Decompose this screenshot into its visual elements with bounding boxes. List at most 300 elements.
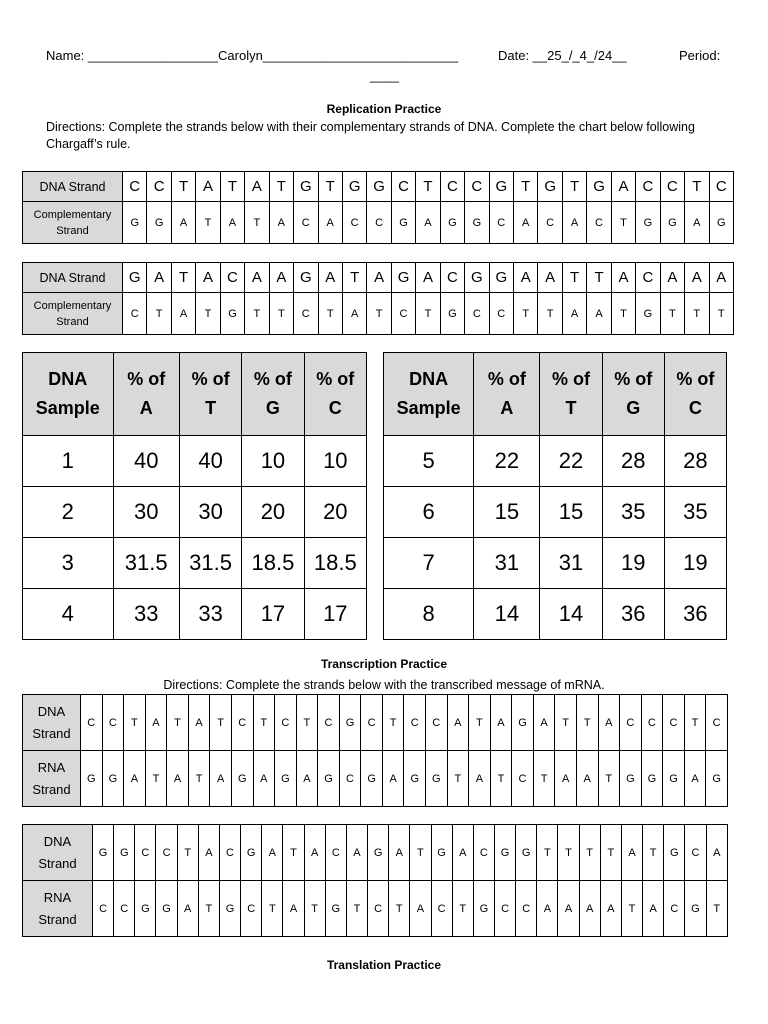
sample-number: 3 — [23, 538, 114, 589]
dna-base: C — [135, 825, 156, 881]
header-percent-t-line: T — [205, 398, 217, 418]
rna-base[interactable]: A — [684, 751, 706, 807]
percent-value[interactable]: 15 — [474, 487, 540, 538]
header-percent-g-line: G — [626, 398, 641, 418]
percent-value[interactable]: 31 — [474, 538, 540, 589]
rna-base[interactable]: G — [81, 751, 103, 807]
dna-base: C — [231, 695, 253, 751]
header-percent-g-line: % of — [614, 369, 653, 389]
percent-value[interactable]: 17 — [242, 589, 304, 640]
rna-base[interactable]: A — [296, 751, 318, 807]
dna-base: G — [114, 825, 135, 881]
complementary-strand-label-line: Strand — [56, 315, 89, 328]
sample-number: 2 — [23, 487, 114, 538]
dna-base: T — [318, 172, 342, 202]
complementary-base[interactable]: C — [489, 293, 513, 335]
rna-base[interactable]: G — [641, 751, 663, 807]
complementary-base[interactable]: G — [636, 202, 660, 244]
dna-base: A — [367, 263, 391, 293]
rna-base[interactable]: T — [706, 881, 727, 937]
replication-directions: Directions: Complete the strands below with their complementary strands of DNA. Complete the chart below following Chargaff’s rule. — [46, 120, 695, 151]
dna-base: G — [516, 825, 537, 881]
dna-base: C — [391, 172, 415, 202]
header-dna-sample-line: Sample — [396, 398, 461, 418]
dna-base: T — [579, 825, 600, 881]
dna-base: G — [241, 825, 262, 881]
rna-base[interactable]: A — [576, 751, 598, 807]
complementary-base[interactable]: A — [269, 202, 293, 244]
rna-base[interactable]: G — [426, 751, 448, 807]
rna-strand-label — [23, 751, 81, 807]
rna-base[interactable]: G — [706, 751, 728, 807]
complementary-base[interactable]: A — [514, 202, 538, 244]
dna-strand-label: DNA Strand — [23, 172, 123, 202]
percent-value[interactable]: 33 — [113, 589, 179, 640]
dna-base: C — [123, 172, 147, 202]
dna-base: T — [124, 695, 146, 751]
rna-base[interactable]: A — [558, 881, 579, 937]
complementary-base[interactable]: T — [269, 293, 293, 335]
dna-base: T — [562, 172, 586, 202]
header-percent-a-line: A — [500, 398, 514, 418]
rna-base[interactable]: A — [167, 751, 189, 807]
rna-base[interactable]: G — [404, 751, 426, 807]
name-field[interactable]: Name: __________________Carolyn___________________________ — [46, 48, 459, 63]
rna-base[interactable]: A — [124, 751, 146, 807]
header-percent-a — [474, 353, 540, 436]
complementary-base[interactable]: C — [367, 202, 391, 244]
dna-base: A — [611, 172, 635, 202]
transcription-directions: Directions: Complete the strands below with the transcribed message of mRNA. — [163, 678, 605, 692]
complementary-base[interactable]: C — [587, 202, 611, 244]
rna-strand-label-line: Strand — [38, 911, 77, 927]
rna-base[interactable]: C — [114, 881, 135, 937]
complementary-base[interactable]: G — [709, 202, 734, 244]
dna-base: A — [706, 825, 727, 881]
rna-base[interactable]: T — [262, 881, 283, 937]
percent-value[interactable]: 18.5 — [242, 538, 304, 589]
rna-base[interactable]: G — [219, 881, 240, 937]
dna-base: G — [465, 263, 489, 293]
chargaff-table-right — [383, 352, 727, 640]
dna-strand-label — [23, 825, 93, 881]
dna-base: A — [660, 263, 684, 293]
complementary-base[interactable]: T — [196, 202, 220, 244]
header-percent-t — [179, 353, 241, 436]
complementary-base[interactable]: C — [391, 293, 415, 335]
dna-base: C — [275, 695, 297, 751]
rna-base[interactable]: T — [447, 751, 469, 807]
header-percent-a-line: % of — [127, 369, 166, 389]
complementary-strand-label-line: Complementary — [33, 299, 112, 312]
dna-base: A — [452, 825, 473, 881]
rna-base[interactable]: T — [198, 881, 219, 937]
rna-base[interactable]: G — [325, 881, 346, 937]
percent-value[interactable]: 10 — [304, 436, 366, 487]
sample-number: 4 — [23, 589, 114, 640]
dna-base: A — [318, 263, 342, 293]
complementary-base[interactable]: A — [416, 202, 440, 244]
rna-strand-label-line: RNA — [37, 759, 66, 775]
complementary-base[interactable]: T — [416, 293, 440, 335]
percent-value[interactable]: 14 — [540, 589, 602, 640]
complementary-base[interactable]: C — [489, 202, 513, 244]
complementary-base[interactable]: T — [367, 293, 391, 335]
rna-base[interactable]: A — [253, 751, 275, 807]
sample-number: 8 — [384, 589, 474, 640]
dna-base: G — [489, 263, 513, 293]
complementary-base[interactable]: A — [171, 202, 195, 244]
complementary-base[interactable]: T — [538, 293, 562, 335]
dna-strand-label: DNA Strand — [23, 263, 123, 293]
dna-base: T — [342, 263, 366, 293]
complementary-base[interactable]: C — [342, 202, 366, 244]
rna-base[interactable]: A — [469, 751, 491, 807]
dna-base: A — [611, 263, 635, 293]
rna-base[interactable]: G — [275, 751, 297, 807]
dna-base: A — [346, 825, 367, 881]
complementary-base[interactable]: A — [562, 293, 586, 335]
dna-strand-label-line: DNA — [43, 833, 72, 849]
dna-base: A — [245, 263, 269, 293]
complementary-strand-label-line: Complementary — [33, 208, 112, 221]
dna-base: A — [196, 263, 220, 293]
dna-base: T — [253, 695, 275, 751]
rna-base[interactable]: T — [389, 881, 410, 937]
dna-base: T — [684, 695, 706, 751]
complementary-base[interactable]: T — [514, 293, 538, 335]
complementary-base[interactable]: G — [636, 293, 660, 335]
dna-base: G — [339, 695, 361, 751]
rna-base[interactable]: G — [685, 881, 706, 937]
dna-base: A — [147, 263, 171, 293]
dna-base: T — [410, 825, 431, 881]
dna-base: C — [660, 172, 684, 202]
rna-base[interactable]: T — [188, 751, 210, 807]
header-percent-t — [540, 353, 602, 436]
dna-strand-label — [23, 695, 81, 751]
dna-base: T — [514, 172, 538, 202]
rna-base[interactable]: G — [473, 881, 494, 937]
rna-base[interactable]: A — [600, 881, 621, 937]
dna-base: G — [538, 172, 562, 202]
dna-base: T — [269, 172, 293, 202]
dna-base: T — [177, 825, 198, 881]
dna-base: G — [587, 172, 611, 202]
dna-base: A — [245, 172, 269, 202]
dna-base: C — [473, 825, 494, 881]
dna-base: T — [210, 695, 232, 751]
dna-base: T — [283, 825, 304, 881]
header-percent-a-line: % of — [487, 369, 526, 389]
dna-base: A — [196, 172, 220, 202]
complementary-base[interactable]: A — [220, 202, 244, 244]
rna-base[interactable]: C — [512, 751, 534, 807]
rna-strand-label-line: RNA — [43, 889, 72, 905]
dna-base: C — [641, 695, 663, 751]
percent-value[interactable]: 19 — [664, 538, 726, 589]
rna-base[interactable]: T — [598, 751, 620, 807]
percent-value[interactable]: 14 — [474, 589, 540, 640]
percent-value[interactable]: 18.5 — [304, 538, 366, 589]
dna-base: C — [706, 695, 728, 751]
rna-base[interactable]: C — [241, 881, 262, 937]
percent-value[interactable]: 33 — [179, 589, 241, 640]
rna-base[interactable]: G — [620, 751, 642, 807]
header-percent-t-line: % of — [552, 369, 591, 389]
rna-base[interactable]: G — [102, 751, 124, 807]
complementary-base[interactable]: A — [171, 293, 195, 335]
rna-base[interactable]: T — [490, 751, 512, 807]
percent-value[interactable]: 22 — [474, 436, 540, 487]
dna-base: C — [663, 695, 685, 751]
complementary-base[interactable]: T — [611, 202, 635, 244]
dna-base: T — [576, 695, 598, 751]
rna-base[interactable]: G — [318, 751, 340, 807]
percent-value[interactable]: 40 — [179, 436, 241, 487]
header-percent-a-line: A — [139, 398, 153, 418]
rna-base[interactable]: C — [339, 751, 361, 807]
dna-base: A — [538, 263, 562, 293]
dna-base: A — [533, 695, 555, 751]
percent-value[interactable]: 20 — [242, 487, 304, 538]
rna-base[interactable]: A — [382, 751, 404, 807]
dna-base: A — [685, 263, 709, 293]
rna-base[interactable]: G — [231, 751, 253, 807]
dna-strand-label-line: Strand — [38, 855, 77, 871]
dna-base: T — [537, 825, 558, 881]
dna-base: G — [512, 695, 534, 751]
dna-base: T — [167, 695, 189, 751]
dna-base: T — [171, 172, 195, 202]
dna-base: T — [555, 695, 577, 751]
percent-value[interactable]: 31.5 — [179, 538, 241, 589]
header-dna-sample — [23, 353, 114, 436]
dna-base: G — [294, 172, 318, 202]
dna-base: G — [489, 172, 513, 202]
percent-value[interactable]: 28 — [602, 436, 664, 487]
complementary-strand-label — [23, 202, 123, 244]
dna-base: A — [514, 263, 538, 293]
header-percent-a — [113, 353, 179, 436]
dna-base: C — [636, 263, 660, 293]
rna-base[interactable]: C — [494, 881, 515, 937]
percent-value[interactable]: 31 — [540, 538, 602, 589]
dna-base: G — [123, 263, 147, 293]
percent-value[interactable]: 40 — [113, 436, 179, 487]
percent-value[interactable]: 30 — [113, 487, 179, 538]
rna-base[interactable]: A — [555, 751, 577, 807]
dna-base: G — [93, 825, 114, 881]
dna-base: G — [391, 263, 415, 293]
rna-base[interactable]: A — [210, 751, 232, 807]
header-percent-c-line: C — [688, 398, 702, 418]
rna-base[interactable]: T — [346, 881, 367, 937]
complementary-base[interactable]: T — [685, 293, 709, 335]
dna-base: C — [685, 825, 706, 881]
dna-base: G — [294, 263, 318, 293]
complementary-base[interactable]: A — [342, 293, 366, 335]
sample-number: 6 — [384, 487, 474, 538]
rna-base[interactable]: G — [361, 751, 383, 807]
percent-value[interactable]: 28 — [664, 436, 726, 487]
dna-base: T — [469, 695, 491, 751]
rna-base[interactable]: G — [663, 751, 685, 807]
sample-number: 5 — [384, 436, 474, 487]
period-field[interactable]: ____ — [370, 68, 399, 83]
dna-base: G — [664, 825, 685, 881]
dna-base: C — [220, 263, 244, 293]
dna-base: C — [709, 172, 734, 202]
transcription-title: Transcription Practice — [320, 657, 448, 671]
percent-value[interactable]: 36 — [602, 589, 664, 640]
sample-number: 1 — [23, 436, 114, 487]
complementary-strand-label-line: Strand — [56, 224, 89, 237]
rna-base[interactable]: T — [304, 881, 325, 937]
rna-base[interactable]: T — [533, 751, 555, 807]
percent-value[interactable]: 15 — [540, 487, 602, 538]
complementary-base[interactable]: G — [465, 202, 489, 244]
replication-table-1 — [22, 171, 734, 244]
percent-value[interactable]: 20 — [304, 487, 366, 538]
rna-base[interactable]: A — [283, 881, 304, 937]
complementary-base[interactable]: C — [123, 293, 147, 335]
rna-strand-label-line: Strand — [32, 781, 71, 797]
percent-value[interactable]: 35 — [602, 487, 664, 538]
rna-base[interactable]: A — [177, 881, 198, 937]
complementary-strand-label — [23, 293, 123, 335]
dna-base: T — [416, 172, 440, 202]
header-percent-c-line: % of — [676, 369, 715, 389]
dna-strand-label-line: DNA — [37, 703, 66, 719]
dna-base: C — [325, 825, 346, 881]
header-percent-g — [242, 353, 304, 436]
chargaff-table-left — [22, 352, 367, 640]
complementary-base[interactable]: G — [391, 202, 415, 244]
complementary-base[interactable]: T — [709, 293, 734, 335]
rna-base[interactable]: T — [621, 881, 642, 937]
sample-number: 7 — [384, 538, 474, 589]
complementary-base[interactable]: G — [220, 293, 244, 335]
dna-base: A — [188, 695, 210, 751]
header-dna-sample-line: Sample — [35, 398, 100, 418]
complementary-base[interactable]: T — [245, 293, 269, 335]
dna-base: C — [636, 172, 660, 202]
rna-base[interactable]: T — [145, 751, 167, 807]
complementary-base[interactable]: G — [147, 202, 171, 244]
complementary-base[interactable]: T — [245, 202, 269, 244]
dna-base: A — [389, 825, 410, 881]
dna-base: C — [404, 695, 426, 751]
date-field[interactable]: Date: __25_/_4_/24__ — [498, 48, 627, 63]
dna-base: G — [342, 172, 366, 202]
translation-title: Translation Practice — [326, 958, 442, 972]
header-dna-sample-line: DNA — [409, 369, 449, 389]
dna-base: T — [562, 263, 586, 293]
rna-base[interactable]: G — [156, 881, 177, 937]
dna-base: T — [171, 263, 195, 293]
dna-base: A — [269, 263, 293, 293]
dna-base: C — [440, 263, 464, 293]
dna-base: G — [368, 825, 389, 881]
dna-base: A — [490, 695, 512, 751]
dna-base: A — [709, 263, 734, 293]
rna-base[interactable]: C — [93, 881, 114, 937]
complementary-base[interactable]: C — [538, 202, 562, 244]
header-percent-t-line: T — [565, 398, 577, 418]
complementary-base[interactable]: T — [318, 293, 342, 335]
rna-base[interactable]: C — [516, 881, 537, 937]
complementary-base[interactable]: T — [147, 293, 171, 335]
header-percent-c — [664, 353, 726, 436]
dna-base: C — [440, 172, 464, 202]
percent-value[interactable]: 30 — [179, 487, 241, 538]
rna-strand-label — [23, 881, 93, 937]
percent-value[interactable]: 22 — [540, 436, 602, 487]
dna-base: G — [494, 825, 515, 881]
complementary-base[interactable]: C — [294, 293, 318, 335]
complementary-base[interactable]: G — [440, 293, 464, 335]
complementary-base[interactable]: A — [587, 293, 611, 335]
complementary-base[interactable]: A — [685, 202, 709, 244]
dna-base: T — [220, 172, 244, 202]
dna-base: T — [382, 695, 404, 751]
dna-base: A — [598, 695, 620, 751]
complementary-base[interactable]: A — [318, 202, 342, 244]
dna-base: A — [145, 695, 167, 751]
dna-base: A — [621, 825, 642, 881]
complementary-base[interactable]: T — [611, 293, 635, 335]
complementary-base[interactable]: G — [123, 202, 147, 244]
rna-base[interactable]: A — [579, 881, 600, 937]
complementary-base[interactable]: G — [440, 202, 464, 244]
replication-title: Replication Practice — [326, 102, 442, 116]
percent-value[interactable]: 19 — [602, 538, 664, 589]
complementary-base[interactable]: T — [660, 293, 684, 335]
percent-value[interactable]: 35 — [664, 487, 726, 538]
header-percent-g — [602, 353, 664, 436]
rna-base[interactable]: C — [368, 881, 389, 937]
rna-base[interactable]: G — [135, 881, 156, 937]
dna-strand-label-line: Strand — [32, 725, 71, 741]
dna-base: C — [361, 695, 383, 751]
complementary-base[interactable]: C — [465, 293, 489, 335]
rna-base[interactable]: C — [431, 881, 452, 937]
transcription-table-1 — [22, 694, 728, 807]
dna-base: T — [587, 263, 611, 293]
dna-base: C — [147, 172, 171, 202]
percent-value[interactable]: 31.5 — [113, 538, 179, 589]
dna-base: C — [465, 172, 489, 202]
percent-value[interactable]: 17 — [304, 589, 366, 640]
rna-base[interactable]: T — [452, 881, 473, 937]
complementary-base[interactable]: T — [196, 293, 220, 335]
percent-value[interactable]: 36 — [664, 589, 726, 640]
complementary-base[interactable]: G — [660, 202, 684, 244]
header-dna-sample — [384, 353, 474, 436]
transcription-table-2 — [22, 824, 728, 937]
percent-value[interactable]: 10 — [242, 436, 304, 487]
complementary-base[interactable]: A — [562, 202, 586, 244]
dna-base: A — [198, 825, 219, 881]
dna-base: T — [296, 695, 318, 751]
rna-base[interactable]: A — [410, 881, 431, 937]
rna-base[interactable]: C — [664, 881, 685, 937]
complementary-base[interactable]: C — [294, 202, 318, 244]
rna-base[interactable]: A — [643, 881, 664, 937]
dna-base: A — [416, 263, 440, 293]
rna-base[interactable]: A — [537, 881, 558, 937]
